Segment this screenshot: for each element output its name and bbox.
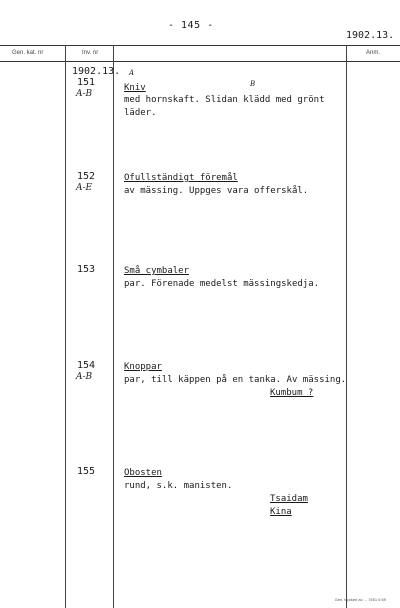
inventory-number: 153 bbox=[77, 264, 96, 275]
printer-footer: Gen. tryckeri av ... 7451 6 69 bbox=[334, 597, 386, 602]
accession-number: 1902.13. bbox=[72, 66, 121, 77]
entry-location: Kumbum ? bbox=[270, 388, 314, 398]
col-header-inv: Inv. nr bbox=[82, 50, 99, 56]
entry-title: Obosten bbox=[124, 468, 162, 478]
entry-location: Tsaidam bbox=[270, 494, 308, 504]
handwritten-note: A-B bbox=[76, 372, 93, 382]
handwritten-note: A-E bbox=[76, 183, 93, 193]
accession-number-top: 1902.13. bbox=[346, 30, 395, 41]
page-number: - 145 - bbox=[168, 20, 214, 31]
entry-line: läder. bbox=[124, 108, 157, 118]
entry-line: par, till käppen på en tanka. Av mässing. bbox=[124, 375, 347, 385]
table-header bbox=[0, 45, 400, 62]
inventory-number: 154 bbox=[77, 360, 96, 371]
col-header-cat: Gen. kat. nr bbox=[12, 50, 44, 56]
handwritten-mark: B bbox=[250, 80, 256, 88]
inventory-number: 152 bbox=[77, 171, 96, 182]
entry-line: av mässing. Uppges vara offerskål. bbox=[124, 186, 309, 196]
column-divider bbox=[65, 45, 66, 608]
handwritten-mark: A bbox=[129, 69, 135, 77]
inventory-number: 155 bbox=[77, 466, 96, 477]
entry-line: par. Förenade medelst mässingskedja. bbox=[124, 279, 320, 289]
entry-line: rund, s.k. manisten. bbox=[124, 481, 233, 491]
column-divider bbox=[113, 45, 114, 608]
entry-line: med hornskaft. Slidan klädd med grönt bbox=[124, 95, 325, 105]
inventory-number: 151 bbox=[77, 77, 96, 88]
entry-title: Ofullständigt föremål bbox=[124, 173, 238, 183]
handwritten-note: A-B bbox=[76, 89, 93, 99]
entry-title: Små cymbaler bbox=[124, 266, 190, 276]
column-divider bbox=[346, 45, 347, 608]
entry-title: Knoppar bbox=[124, 362, 162, 372]
entry-title: Kniv bbox=[124, 83, 146, 93]
col-header-anm: Anm. bbox=[366, 50, 381, 56]
entry-location: Kina bbox=[270, 507, 292, 517]
